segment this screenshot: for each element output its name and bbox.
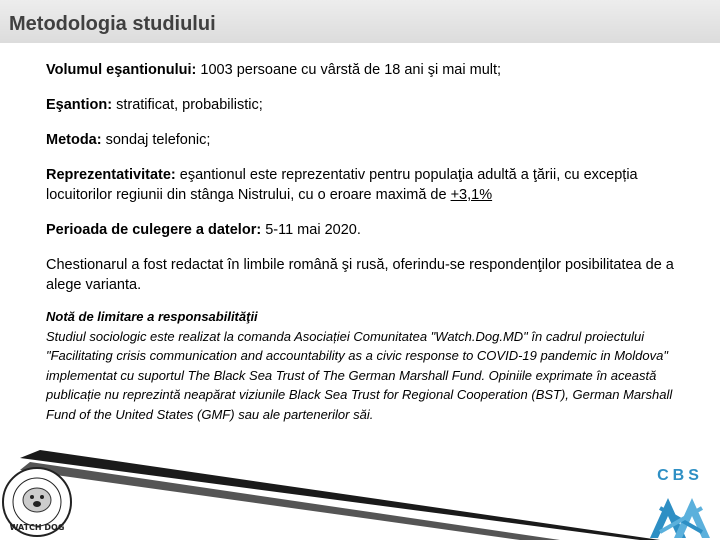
- item-label: Metoda:: [46, 132, 102, 148]
- item-text: 5-11 mai 2020.: [261, 222, 361, 238]
- list-item-sample-type: [46, 95, 686, 115]
- item-text: stratificat, probabilistic;: [112, 97, 263, 113]
- item-label: Reprezentativitate:: [46, 167, 176, 183]
- item-label: Volumul eşantionului:: [46, 62, 197, 78]
- item-text: 1003 persoane cu vârstă de 18 ani şi mai mult;: [196, 62, 502, 78]
- slide-title: Metodologia studiului: [9, 13, 216, 35]
- item-label: Perioada de culegere a datelor:: [46, 222, 262, 238]
- list-item-method: [46, 130, 686, 150]
- error-margin: +3,1%: [450, 187, 493, 203]
- disclaimer-body: Studiul sociologic este realizat la comanda Asociației Comunitatea "Watch.Dog.MD" în cadrul proiectului "Facilitating crisis communication and accountability as a civic response to COVID-19 pandemic in Moldova" implementat cu suportul The Black Sea Trust of The German Marshall Fund. Opiniile exprimate în această publicație nu reprezintă neapărat viziunile Black Sea Trust for Regional Cooperation (BST), German Marshall Fund of the United States (GMF) sau ale partenerilor săi.: [46, 328, 673, 422]
- watchdog-logo-text: WATCH DOG: [9, 523, 65, 532]
- item-label: Eşantion:: [46, 97, 113, 113]
- disclaimer-note: [46, 307, 696, 424]
- disclaimer-title: Notă de limitare a responsabilităţii: [46, 309, 258, 324]
- item-text: Chestionarul a fost redactat în limbile română şi rusă, oferindu-se respondenţilor posibilitatea de a alege varianta.: [46, 257, 674, 293]
- list-item-sample-size: [46, 60, 686, 80]
- list-item-representativeness: [46, 165, 686, 205]
- watchdog-logo: [0, 462, 74, 540]
- title-bar: [0, 0, 720, 43]
- methodology-list: [46, 60, 686, 310]
- list-item-questionnaire: [46, 255, 686, 295]
- item-text: sondaj telefonic;: [101, 132, 211, 148]
- item-text: eşantionul este reprezentativ pentru populaţia adultă a ţării, cu excepția locuitorilor regiunii din stânga Nistrului, cu o eroare maximă de: [46, 167, 638, 203]
- cbs-logo-text: CBS: [657, 467, 703, 484]
- cbs-axa-logo: [640, 460, 720, 540]
- list-item-data-period: [46, 220, 686, 240]
- decorative-stripe: [0, 450, 720, 540]
